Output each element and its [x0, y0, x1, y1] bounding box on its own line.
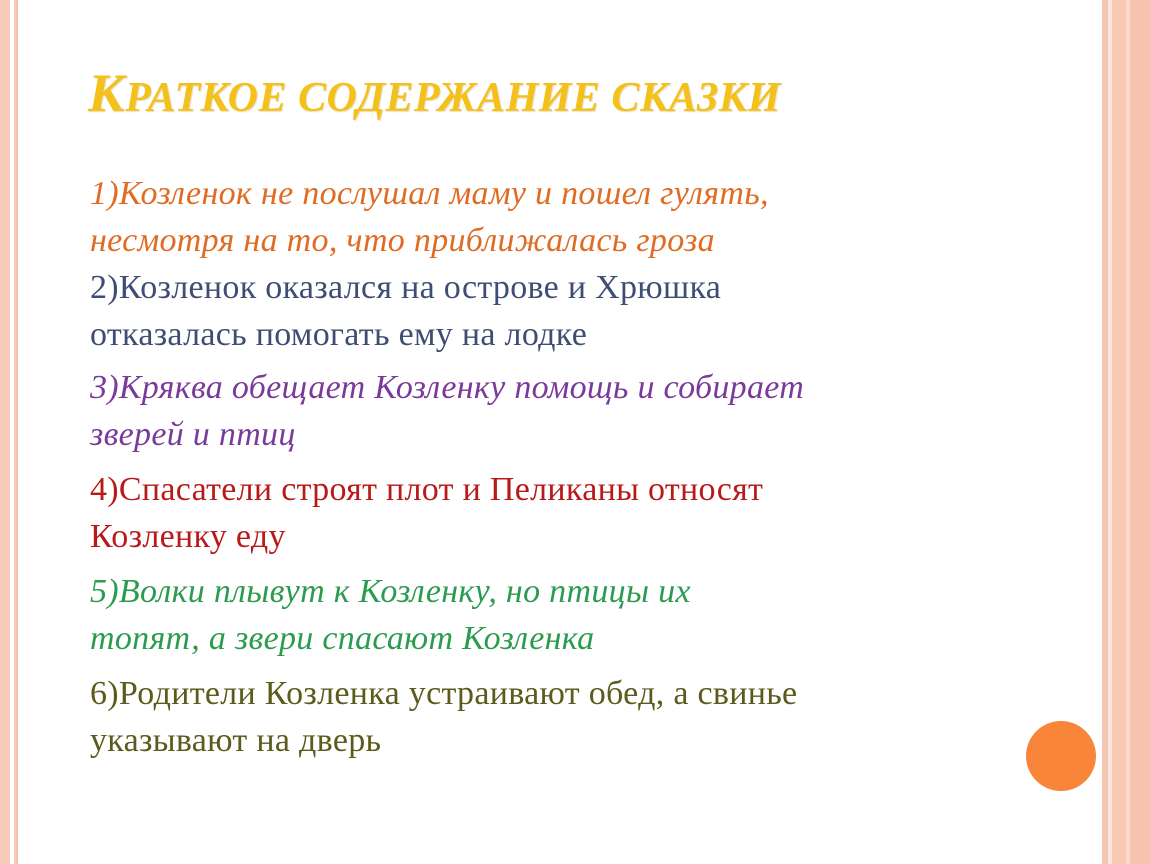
- left-border-decoration: [0, 0, 10, 864]
- list-item: [90, 264, 1020, 358]
- list-item: [90, 170, 1020, 264]
- title-first-letter: К: [88, 63, 126, 123]
- list-item-line: 4)Спасатели строят плот и Пеликаны относят: [90, 471, 764, 508]
- list-item-line: указывают на дверь: [90, 722, 382, 759]
- title-text: РАТКОЕ СОДЕРЖАНИЕ СКАЗКИ: [125, 75, 781, 121]
- list-item-line: 2)Козленок оказался на острове и Хрюшка: [90, 269, 722, 306]
- list-item: [90, 670, 1020, 764]
- list-item-line: зверей и птиц: [90, 416, 296, 453]
- list-item-line: отказалась помогать ему на лодке: [90, 316, 588, 353]
- list-item: [90, 466, 1020, 560]
- list-item: [90, 364, 1020, 458]
- right-border-decoration: [1098, 0, 1150, 864]
- list-item-line: несмотря на то, что приближалась гроза: [90, 222, 715, 259]
- left-border-line: [16, 0, 18, 864]
- list-item-line: 5)Волки плывут к Козленку, но птицы их: [90, 573, 691, 610]
- list-item-line: топят, а звери спасают Козленка: [90, 620, 595, 657]
- orange-circle-decoration: [1026, 721, 1096, 791]
- list-item-line: 6)Родители Козленка устраивают обед, а свинье: [90, 675, 798, 712]
- list-item-line: 1)Козленок не послушал маму и пошел гулять,: [90, 175, 769, 212]
- summary-list: [90, 170, 1020, 764]
- list-item-line: Козленку еду: [90, 518, 286, 555]
- slide-title: [88, 62, 781, 124]
- list-item-line: 3)Кряква обещает Козленку помощь и собирает: [90, 369, 805, 406]
- list-item: [90, 568, 1020, 662]
